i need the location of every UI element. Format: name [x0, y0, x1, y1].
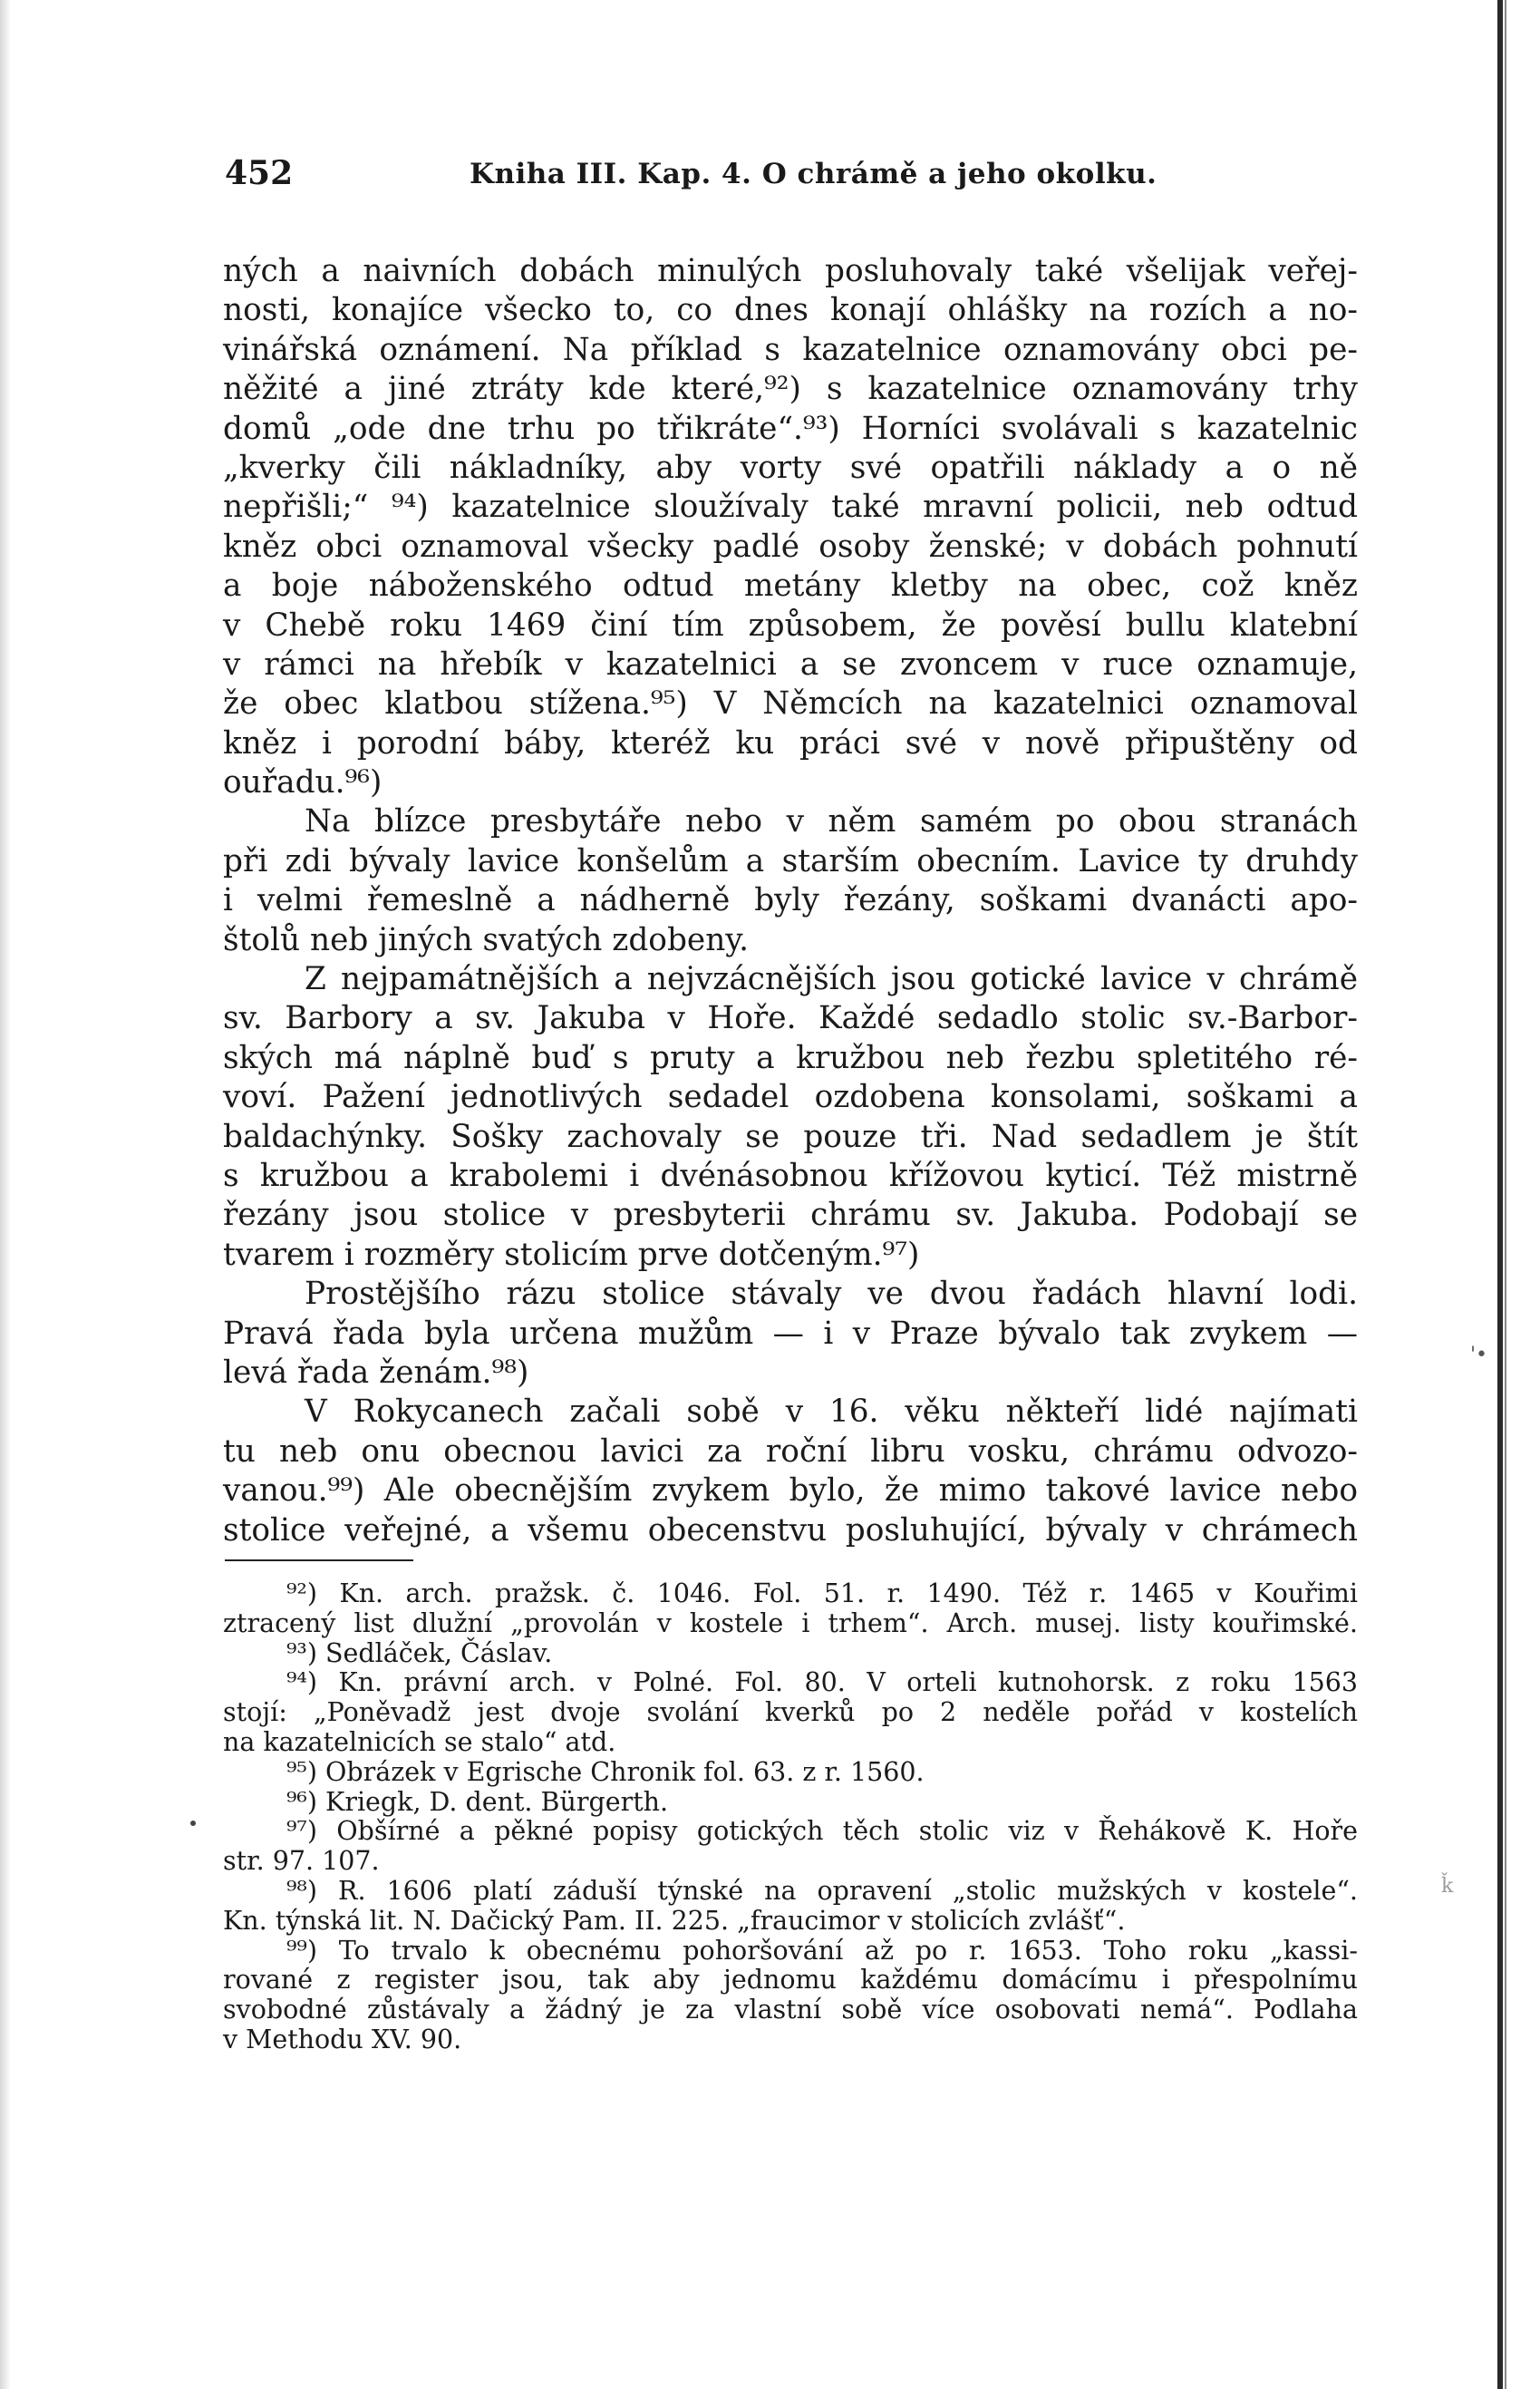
footnote-line: ⁹²) Kn. arch. pražsk. č. 1046. Fol. 51. r. 1490. Též r. 1465 v Kouřimi: [286, 1578, 1358, 1608]
body-line: sv. Barbory a sv. Jakuba v Hoře. Každé sedadlo stolic sv.-Barbor-: [223, 1000, 1358, 1037]
body-line: tu neb onu obecnou lavici za roční libru vosku, chrámu odvozo-: [223, 1432, 1358, 1470]
footnote-line: Kn. týnská lit. N. Dačický Pam. II. 225. „fraucimor v stolicích zvlášť“.: [223, 1905, 1126, 1936]
scan-mark: ǩ: [1441, 1875, 1454, 1898]
footnote-line: str. 97. 107.: [223, 1846, 380, 1877]
page-header: [225, 154, 1358, 205]
body-line: levá řada ženám.⁹⁸): [223, 1354, 529, 1391]
body-line: i velmi řemeslně a nádherně byly řezány, soškami dvanácti apo-: [223, 882, 1358, 919]
body-line: ouřadu.⁹⁶): [223, 764, 383, 801]
body-line: ských má náplně buď s pruty a kružbou neb řezbu spletitého ré-: [223, 1039, 1358, 1076]
body-line: nosti, konajíce všecko to, co dnes konají ohlášky na rozích a no-: [223, 292, 1358, 329]
footnote-line: ⁹⁹) To trvalo k obecnému pohoršování až po r. 1653. Toho roku „kassi-: [286, 1935, 1358, 1966]
footnote-separator: [225, 1559, 413, 1561]
body-line: s kružbou a krabolemi i dvénásobnou křížovou kyticí. Též mistrně: [223, 1157, 1358, 1194]
body-line: a boje náboženského odtud metány kletby na obec, což kněz: [223, 568, 1358, 605]
page-right-border-thin: [1505, 0, 1506, 2389]
footnote-line: stojí: „Poněvadž jest dvoje svolání kverků po 2 neděle pořád v kostelích: [223, 1697, 1358, 1728]
body-line: kněz i porodní báby, kteréž ku práci své v nově připuštěny od: [223, 724, 1358, 762]
footnote-line: svobodné zůstávaly a žádný je za vlastní sobě více osobovati nemá“. Podlaha: [223, 1995, 1358, 2025]
paragraph-start: Z nejpamátnějších a nejvzácnějších jsou gotické lavice v chrámě: [305, 961, 1358, 998]
footnote-line: rované z register jsou, tak aby jednomu každému domácímu i přespolnímu: [223, 1965, 1358, 1996]
page-edge-shadow: [0, 0, 11, 2389]
scan-mark: '•: [1470, 1344, 1488, 1366]
body-line: stolice veřejné, a všemu obecenstvu posluhující, bývaly v chrámech: [223, 1511, 1358, 1549]
footnote-line: ⁹⁵) Obrázek v Egrische Chronik fol. 63. z r. 1560.: [286, 1756, 925, 1787]
footnote-line: ⁹⁶) Kriegk, D. dent. Bürgerth.: [286, 1786, 669, 1817]
body-line: vanou.⁹⁹) Ale obecnějším zvykem bylo, že mimo takové lavice nebo: [223, 1472, 1358, 1510]
running-title: Kniha III. Kap. 4. O chrámě a jeho okolku.: [470, 158, 1157, 190]
paragraph-start: V Rokycanech začali sobě v 16. věku někteří lidé najímati: [305, 1394, 1358, 1431]
body-line: tvarem i rozměry stolicím prve dotčeným.⁹⁷): [223, 1236, 920, 1273]
body-line: v Chebě roku 1469 činí tím způsobem, že pověsí bullu klatební: [223, 607, 1358, 644]
page-number: 452: [225, 154, 294, 192]
footnote-line: na kazatelnicích se stalo“ atd.: [223, 1726, 616, 1757]
body-line: domů „ode dne trhu po třikráte“.⁹³) Horníci svolávali s kazatelnic: [223, 410, 1358, 447]
body-line: „kverky čili nákladníky, aby vorty své opatřili náklady a o ně: [223, 449, 1358, 486]
body-line: při zdi bývaly lavice konšelům a starším obecním. Lavice ty druhdy: [223, 842, 1358, 879]
scan-speck: [190, 1821, 196, 1826]
footnote-line: ztracený list dlužní „provolán v kostele i trhem“. Arch. musej. listy kouřimské.: [223, 1607, 1358, 1638]
body-line: že obec klatbou stížena.⁹⁵) V Němcích na kazatelnici oznamoval: [223, 685, 1358, 723]
paragraph-start: Na blízce presbytáře nebo v něm samém po obou stranách: [305, 803, 1358, 840]
body-line: vinářská oznámení. Na příklad s kazatelnice oznamovány obci pe-: [223, 331, 1358, 368]
footnote-line: ⁹⁸) R. 1606 platí záduší týnské na opravení „stolic mužských v kostele“.: [286, 1875, 1358, 1906]
body-line: něžité a jiné ztráty kde které,⁹²) s kazatelnice oznamovány trhy: [223, 371, 1358, 408]
body-line: nepřišli;“ ⁹⁴) kazatelnice sloužívaly také mravní policii, neb odtud: [223, 489, 1358, 526]
body-line: kněz obci oznamoval všecky padlé osoby ženské; v dobách pohnutí: [223, 528, 1358, 565]
body-line: v rámci na hřebík v kazatelnici a se zvoncem v ruce oznamuje,: [223, 646, 1358, 683]
footnotes: [223, 1579, 1358, 2055]
body-line: ných a naivních dobách minulých posluhovaly také všelijak veřej-: [223, 253, 1358, 289]
body-text: [223, 252, 1358, 1550]
body-line: voví. Pažení jednotlivých sedadel ozdobena konsolami, soškami a: [223, 1079, 1358, 1116]
body-line: řezány jsou stolice v presbyterii chrámu sv. Jakuba. Podobají se: [223, 1197, 1358, 1234]
footnote-line: ⁹⁴) Kn. právní arch. v Polné. Fol. 80. V orteli kutnohorsk. z roku 1563: [286, 1667, 1358, 1698]
body-line: baldachýnky. Sošky zachovaly se pouze tři. Nad sedadlem je štít: [223, 1118, 1358, 1155]
footnote-line: v Methodu XV. 90.: [223, 2024, 462, 2054]
footnote-line: ⁹⁷) Obšírné a pěkné popisy gotických těch stolic viz v Řehákově K. Hoře: [286, 1816, 1358, 1847]
paragraph-start: Prostějšího rázu stolice stávaly ve dvou řadách hlavní lodi.: [305, 1276, 1358, 1313]
footnote-line: ⁹³) Sedláček, Čáslav.: [286, 1637, 553, 1668]
page-right-border: [1497, 0, 1503, 2389]
body-line: štolů neb jiných svatých zdobeny.: [223, 921, 750, 958]
body-line: Pravá řada byla určena mužům — i v Praze bývalo tak zvykem —: [223, 1315, 1358, 1352]
